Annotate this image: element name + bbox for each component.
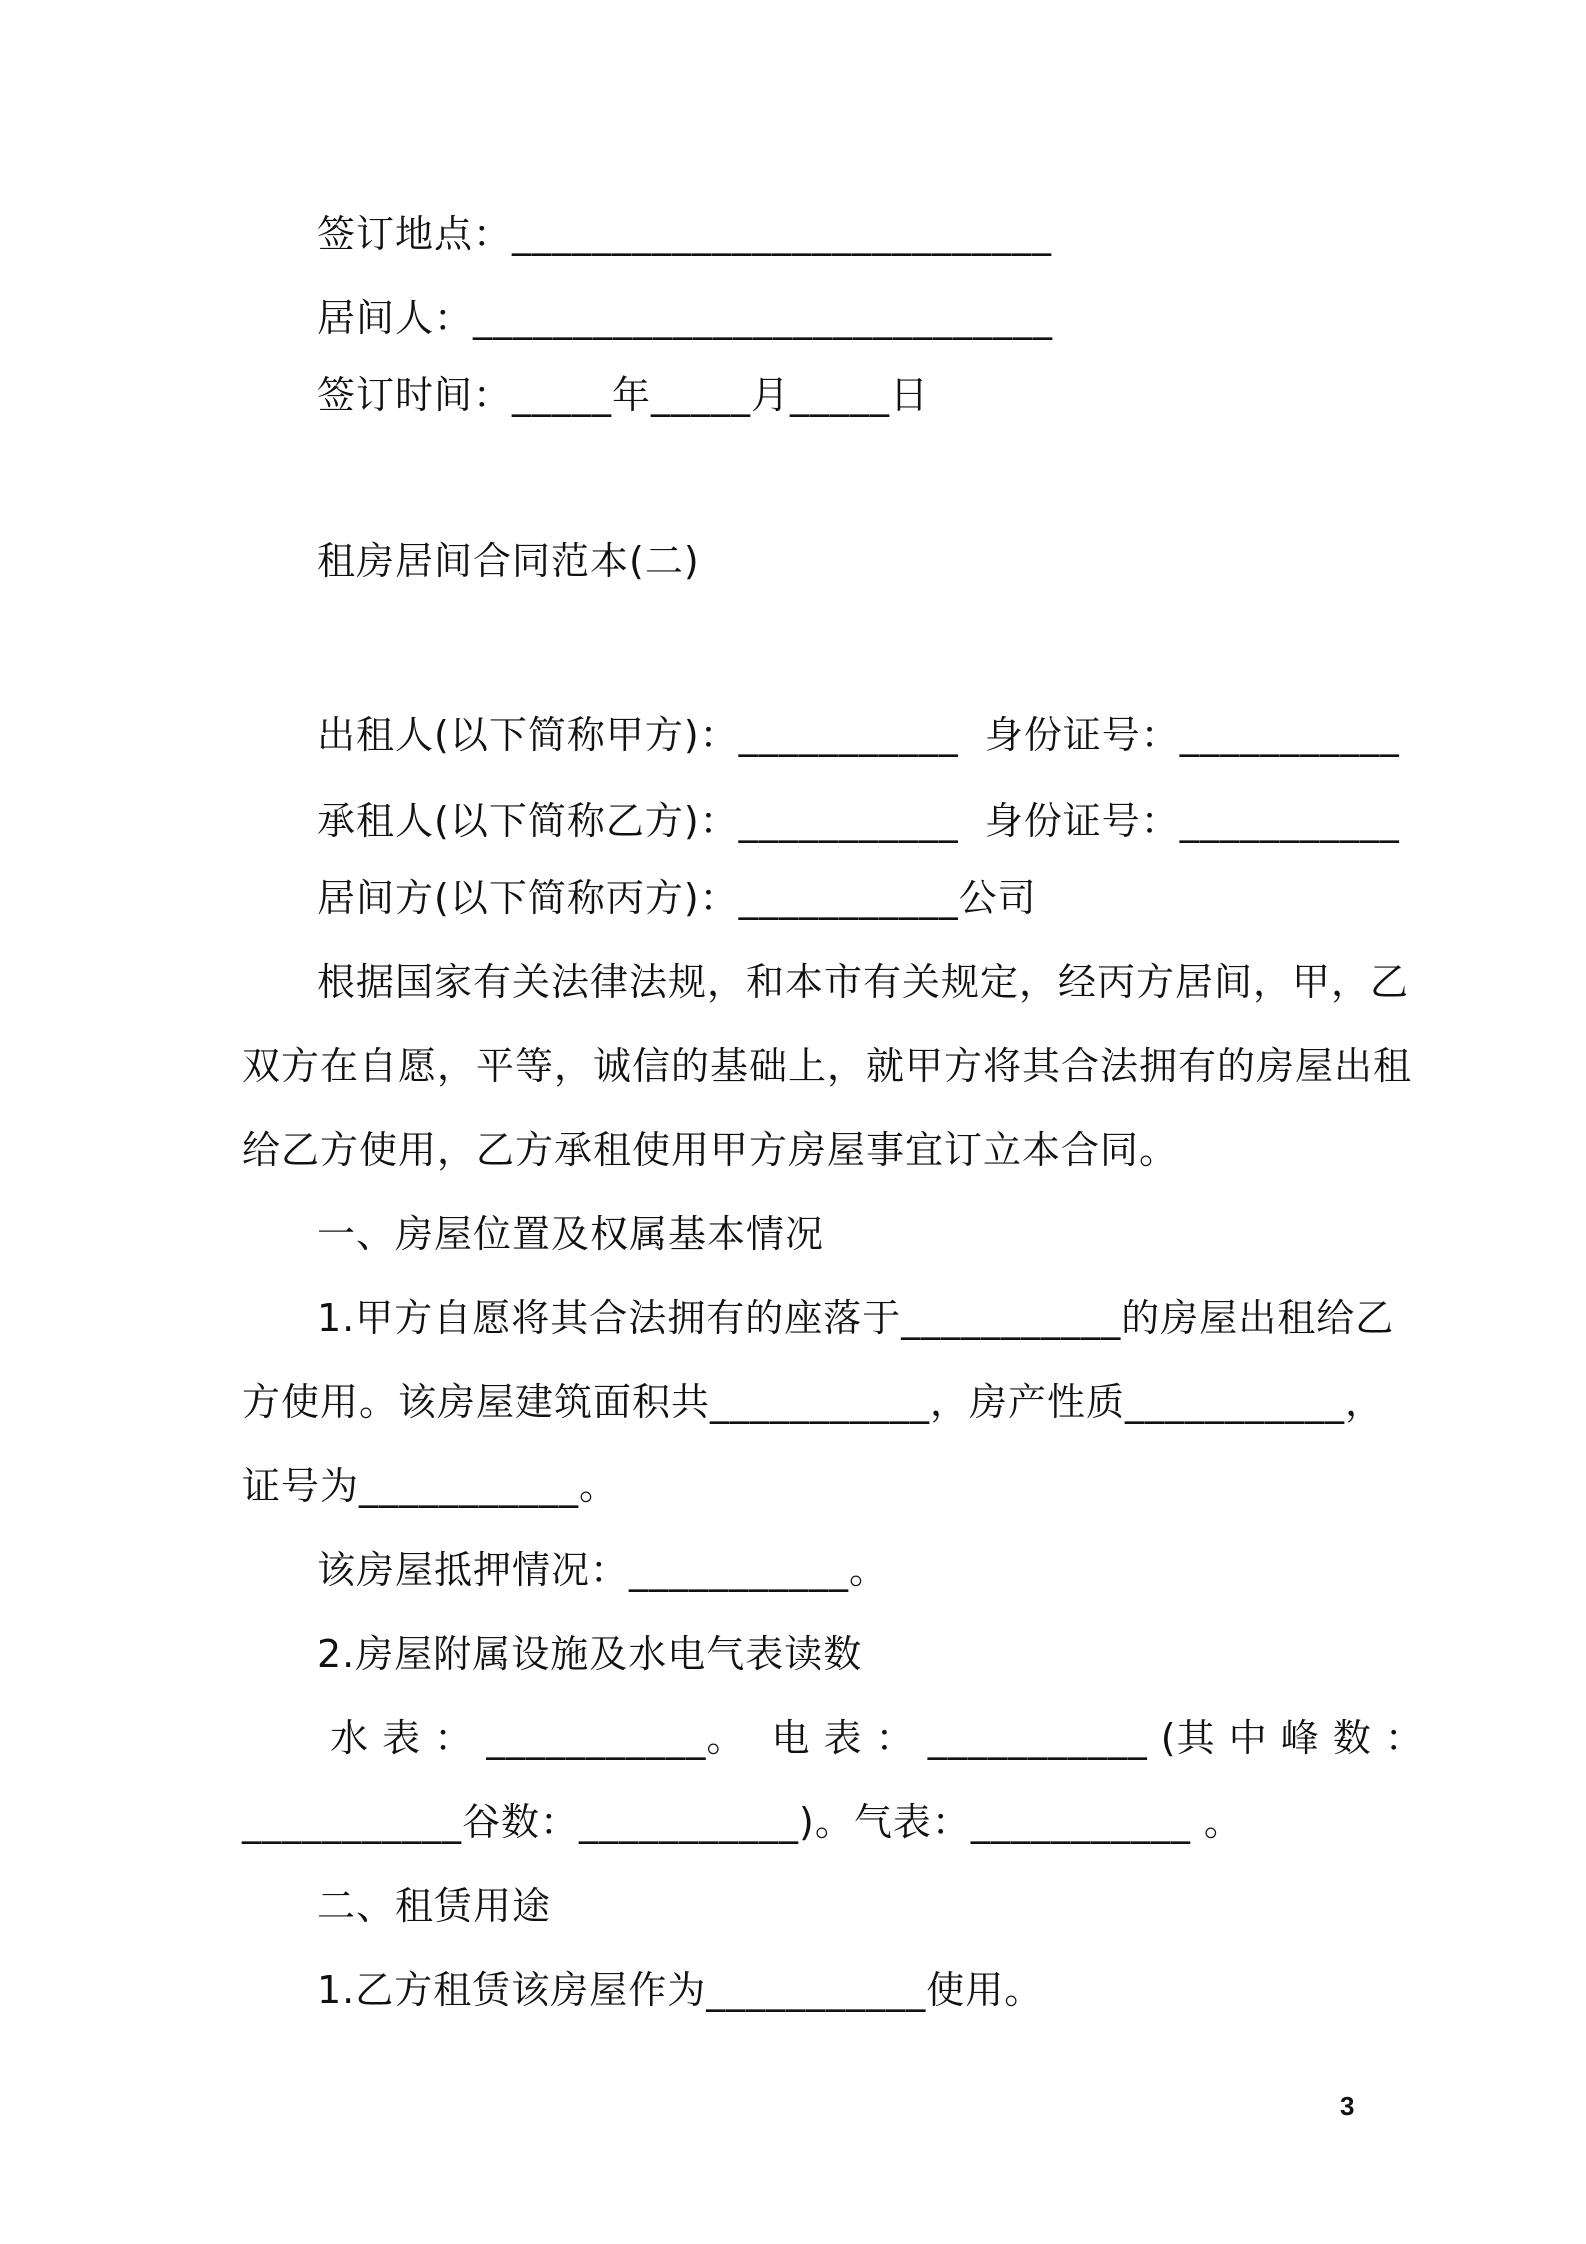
intermediary-line: 居间人：_____________________________ [317,296,1054,340]
heading-line: 2.房屋附属设施及水电气表读数 [317,1632,863,1676]
section-title: 租房居间合同范本(二) [317,539,700,583]
lessee-line: 承租人(以下简称乙方)：___________ 身份证号：___________ [317,799,1400,843]
meter-readings-line: ___________谷数：___________)。气表：___________ 。 [242,1800,1243,1844]
paragraph-line: 根据国家有关法律法规，和本市有关规定，经丙方居间，甲，乙 [317,960,1410,1004]
heading-line: 二、租赁用途 [317,1884,552,1928]
signing-date-line: 签订时间：_____年_____月_____日 [317,373,930,417]
paragraph-line: 给乙方使用，乙方承租使用甲方房屋事宜订立本合同。 [242,1128,1179,1172]
paragraph-line: 方使用。该房屋建筑面积共___________，房产性质___________， [242,1380,1385,1424]
paragraph-line: 1.甲方自愿将其合法拥有的座落于___________的房屋出租给乙 [317,1296,1395,1340]
paragraph-line: 双方在自愿，平等，诚信的基础上，就甲方将其合法拥有的房屋出租 [242,1044,1413,1088]
page-number: 3 [1340,2091,1355,2121]
paragraph-line: 证号为___________。 [242,1464,619,1508]
signing-place-line: 签订地点：___________________________ [317,212,1053,256]
paragraph-line: 该房屋抵押情况：___________。 [317,1548,889,1592]
heading-line: 一、房屋位置及权属基本情况 [317,1212,825,1256]
meter-readings-line: 水 表 ： ___________。 电 表 ： ___________ (其 中 峰 数 ： [317,1716,1424,1760]
paragraph-line: 1.乙方租赁该房屋作为___________使用。 [317,1968,1044,2012]
broker-line: 居间方(以下简称丙方)：___________公司 [317,876,1037,920]
lessor-line: 出租人(以下简称甲方)：___________ 身份证号：___________ [317,713,1400,757]
